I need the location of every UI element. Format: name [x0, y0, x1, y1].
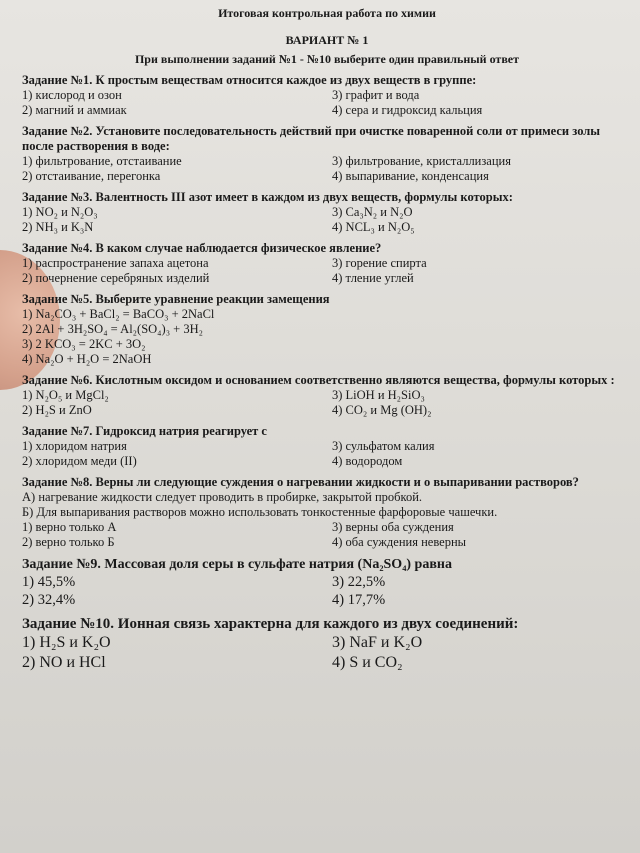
answer-option: 3) Ca₃N₂ и N₂O: [332, 205, 413, 219]
variant-label: ВАРИАНТ № 1: [285, 33, 369, 47]
answer-options: [22, 154, 632, 184]
answer-option: 3) LiOH и H₂SiO₃: [332, 388, 425, 402]
statement-b: Б) Для выпаривания растворов можно использовать тонкостенные фарфоровые чашечки.: [22, 505, 498, 519]
answer-options: [22, 520, 632, 550]
answer-option: 3) 22,5%: [332, 574, 386, 590]
answer-option: 4) оба суждения неверны: [332, 535, 467, 549]
task-question: Задание №3. Валентность III азот имеет в каждом из двух веществ, формулы которых:: [22, 190, 513, 204]
answer-option: 4) CO₂ и Mg (OH)₂: [332, 403, 432, 417]
answer-option: 1) верно только А: [22, 520, 117, 534]
answer-option: 3) графит и вода: [332, 88, 420, 102]
task-4: [22, 241, 632, 286]
task-7: [22, 424, 632, 469]
task-question: Задание №4. В каком случае наблюдается физическое явление?: [22, 241, 382, 255]
answer-option: 1) распространение запаха ацетона: [22, 256, 209, 270]
equation-option: 1) Na₂CO₃ + BaCl₂ = BaCO₃ + 2NaCl: [22, 307, 215, 321]
answer-option: 2) NO и HCl: [22, 654, 106, 671]
task-question: Задание №7. Гидроксид натрия реагирует с: [22, 424, 267, 438]
answer-option: 1) хлоридом натрия: [22, 439, 127, 453]
task-6: [22, 373, 632, 418]
task-question: Задание №8. Верны ли следующие суждения о нагревании жидкости и о выпаривании растворов?: [22, 475, 579, 489]
answer-option: 2) магний и аммиак: [22, 103, 127, 117]
answer-option: 3) сульфатом калия: [332, 439, 435, 453]
equation-option: 3) 2 KCO₃ = 2KC + 3O₂: [22, 337, 146, 351]
task-1: [22, 73, 632, 118]
answer-option: 3) NaF и K₂O: [332, 634, 423, 651]
answer-option: 4) тление углей: [332, 271, 414, 285]
task-question: Задание №10. Ионная связь характерна для каждого из двух соединений:: [22, 616, 519, 632]
answer-option: 1) N₂O₅ и MgCl₂: [22, 388, 109, 402]
answer-options: [22, 439, 632, 469]
task-9: [22, 556, 632, 609]
answer-option: 2) NH₃ и K₃N: [22, 220, 94, 234]
task-2: [22, 124, 632, 184]
instruction: При выполнении заданий №1 - №10 выберите один правильный ответ: [134, 52, 520, 66]
answer-option: 4) выпаривание, конденсация: [332, 169, 489, 183]
task-question: Задание №2. Установите последовательность действий при очистке поваренной соли от примеси золы после растворения в воде:: [22, 124, 601, 153]
task-question: Задание №6. Кислотным оксидом и основанием соответственно являются вещества, формулы которых :: [22, 373, 615, 387]
answer-option: 3) фильтрование, кристаллизация: [332, 154, 511, 168]
answer-option: 2) H₂S и ZnO: [22, 403, 92, 417]
equation-option: 2) 2Al + 3H₂SO₄ = Al₂(SO₄)₃ + 3H₂: [22, 322, 203, 336]
answer-option: 4) сера и гидроксид кальция: [332, 103, 483, 117]
answer-option: 3) горение спирта: [332, 256, 427, 270]
answer-option: 1) H₂S и K₂O: [22, 634, 111, 651]
answer-options: [22, 88, 632, 118]
answer-option: 2) верно только Б: [22, 535, 115, 549]
answer-options: [22, 633, 632, 673]
task-3: [22, 190, 632, 235]
answer-option: 1) 45,5%: [22, 574, 76, 590]
answer-options: [22, 205, 632, 235]
task-5: [22, 292, 632, 367]
equation-option: 4) Na₂O + H₂O = 2NaOH: [22, 352, 152, 366]
answer-option: 4) 17,7%: [332, 592, 386, 608]
test-title: Итоговая контрольная работа по химии: [218, 6, 436, 20]
answer-options: [22, 256, 632, 286]
answer-options: [22, 573, 632, 609]
answer-option: 2) почернение серебряных изделий: [22, 271, 210, 285]
answer-option: 1) фильтрование, отстаивание: [22, 154, 182, 168]
task-question: Задание №5. Выберите уравнение реакции замещения: [22, 292, 330, 306]
answer-option: 1) NO₂ и N₂O₃: [22, 205, 98, 219]
task-question: Задание №9. Массовая доля серы в сульфате натрия (Na₂SO₄) равна: [22, 557, 452, 572]
worksheet-content: [22, 4, 632, 673]
task-10: [22, 615, 632, 673]
answer-option: 4) NCL₃ и N₂O₅: [332, 220, 415, 234]
task-8: [22, 475, 632, 550]
task-question: Задание №1. К простым веществам относится каждое из двух веществ в группе:: [22, 73, 477, 87]
answer-options: [22, 388, 632, 418]
answer-option: 1) кислород и озон: [22, 88, 122, 102]
answer-option: 3) верны оба суждения: [332, 520, 454, 534]
answer-option: 4) S и CO₂: [332, 654, 403, 671]
answer-option: 2) отстаивание, перегонка: [22, 169, 161, 183]
answer-option: 4) водородом: [332, 454, 403, 468]
statement-a: А) нагревание жидкости следует проводить в пробирке, закрытой пробкой.: [22, 490, 423, 504]
answer-option: 2) 32,4%: [22, 592, 76, 608]
answer-option: 2) хлоридом меди (II): [22, 454, 137, 468]
